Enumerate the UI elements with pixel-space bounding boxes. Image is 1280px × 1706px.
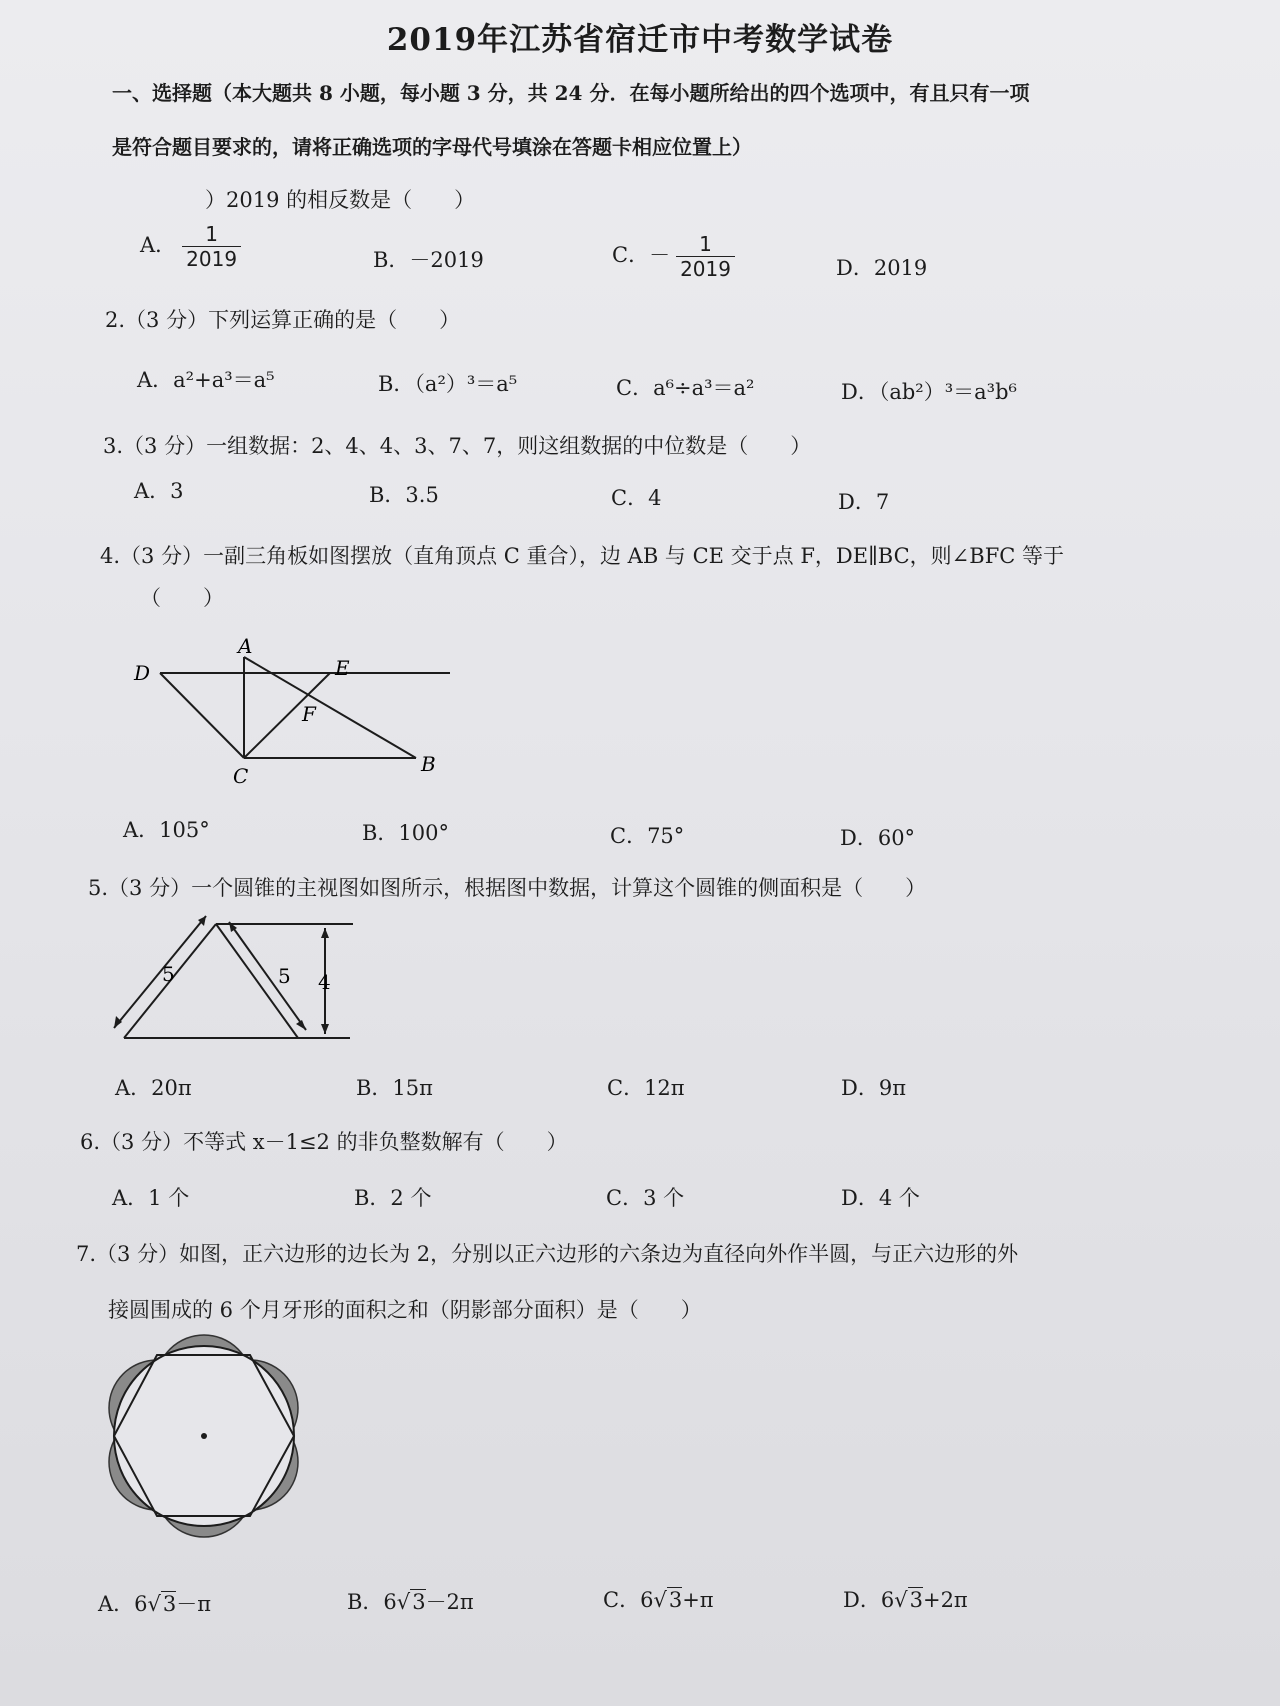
q7-stem: 7.（3 分）如图，正六边形的边长为 2，分别以正六边形的六条边为直径向外作半圆，与正六边形的外	[76, 1242, 1019, 1266]
q7-hexagon-figure	[100, 1334, 310, 1564]
q5-arrow	[114, 1016, 122, 1028]
q5-arrow	[296, 1020, 306, 1030]
q2-option-d: D．（ab²）³＝a³b⁶	[841, 380, 1017, 404]
q2-stem: 2.（3 分）下列运算正确的是（ ）	[105, 308, 461, 332]
q2-option-c: C．a⁶÷a³＝a²	[616, 376, 755, 400]
q4-option-c: C．75°	[610, 824, 685, 848]
q7-option-d: D．6√3+2π	[843, 1588, 968, 1612]
q5-arrow	[321, 1024, 329, 1034]
q4-label-e: E	[335, 656, 350, 680]
q6-option-d: D．4 个	[841, 1186, 920, 1210]
q4-triangle-figure	[120, 630, 450, 790]
q7-center-dot	[201, 1433, 207, 1439]
q2-option-b: B．（a²）³＝a⁵	[378, 372, 518, 396]
q1-c-fraction: $\frac{1}{2019}$	[676, 232, 735, 281]
q4-label-a: A	[238, 634, 253, 658]
q6-option-c: C．3 个	[606, 1186, 685, 1210]
q1-option-b: B．－2019	[373, 248, 484, 272]
q5-option-a: A．20π	[115, 1076, 192, 1100]
q4-option-b: B．100°	[362, 821, 450, 845]
page-title: 2019年江苏省宿迁市中考数学试卷	[386, 22, 894, 58]
section-instructions-line2: 是符合题目要求的，请将正确选项的字母代号填涂在答题卡相应位置上）	[112, 135, 752, 159]
q2-option-a: A．a²+a³＝a⁵	[137, 368, 275, 392]
q5-option-d: D．9π	[841, 1076, 906, 1100]
q4-option-d: D．60°	[840, 826, 916, 850]
q7-option-a: A．6√3－π	[98, 1592, 212, 1616]
q1-a-fraction: $\frac{1}{2019}$	[182, 222, 241, 271]
q5-dim-mid	[229, 922, 306, 1030]
q3-option-b: B．3.5	[369, 483, 439, 507]
q4-stem-parens: （ ）	[140, 586, 224, 610]
q3-option-a: A．3	[134, 479, 184, 503]
q5-cone-figure	[110, 910, 360, 1046]
q4-label-c: C	[233, 764, 249, 788]
q4-label-b: B	[421, 752, 436, 776]
q7-stem-line2: 接圆围成的 6 个月牙形的面积之和（阴影部分面积）是（ ）	[108, 1298, 702, 1322]
q1-option-d: D．2019	[836, 256, 928, 280]
q6-stem: 6.（3 分）不等式 x－1≤2 的非负整数解有（ ）	[80, 1130, 568, 1154]
q5-label-left: 5	[162, 962, 175, 986]
q1-a-label: A．	[140, 233, 177, 257]
q5-dim-left	[114, 916, 206, 1028]
q1-stem: ）2019 的相反数是（ ）	[205, 188, 476, 212]
q7-option-c: C．6√3+π	[603, 1588, 714, 1612]
q7-option-b: B．6√3－2π	[347, 1590, 474, 1614]
q4-stem: 4.（3 分）一副三角板如图摆放（直角顶点 C 重合），边 AB 与 CE 交于点 F，DE∥BC，则∠BFC 等于	[100, 544, 1065, 568]
q3-option-d: D．7	[838, 490, 890, 514]
q4-edge-ce	[244, 673, 330, 758]
q4-edge-dc	[160, 673, 244, 758]
q5-label-mid: 5	[278, 964, 291, 988]
q6-option-b: B．2 个	[354, 1186, 432, 1210]
q3-stem: 3.（3 分）一组数据：2、4、4、3、7、7，则这组数据的中位数是（ ）	[103, 434, 812, 458]
q5-arrow	[321, 928, 329, 938]
q5-stem: 5.（3 分）一个圆锥的主视图如图所示，根据图中数据，计算这个圆锥的侧面积是（ ）	[88, 876, 927, 900]
q5-option-c: C．12π	[607, 1076, 685, 1100]
section-instructions-line1: 一、选择题（本大题共 8 小题，每小题 3 分，共 24 分．在每小题所给出的四个选项中，有且只有一项	[112, 81, 1030, 105]
q4-label-f: F	[302, 702, 316, 726]
q4-option-a: A．105°	[123, 818, 210, 842]
q6-option-a: A．1 个	[112, 1186, 190, 1210]
q3-option-c: C．4	[611, 486, 662, 510]
q1-option-c	[612, 232, 735, 281]
q4-label-d: D	[134, 661, 151, 685]
q5-label-height: 4	[318, 970, 331, 994]
q1-option-a	[140, 222, 241, 271]
q1-c-label: C．－	[612, 243, 671, 267]
q5-option-b: B．15π	[356, 1076, 433, 1100]
